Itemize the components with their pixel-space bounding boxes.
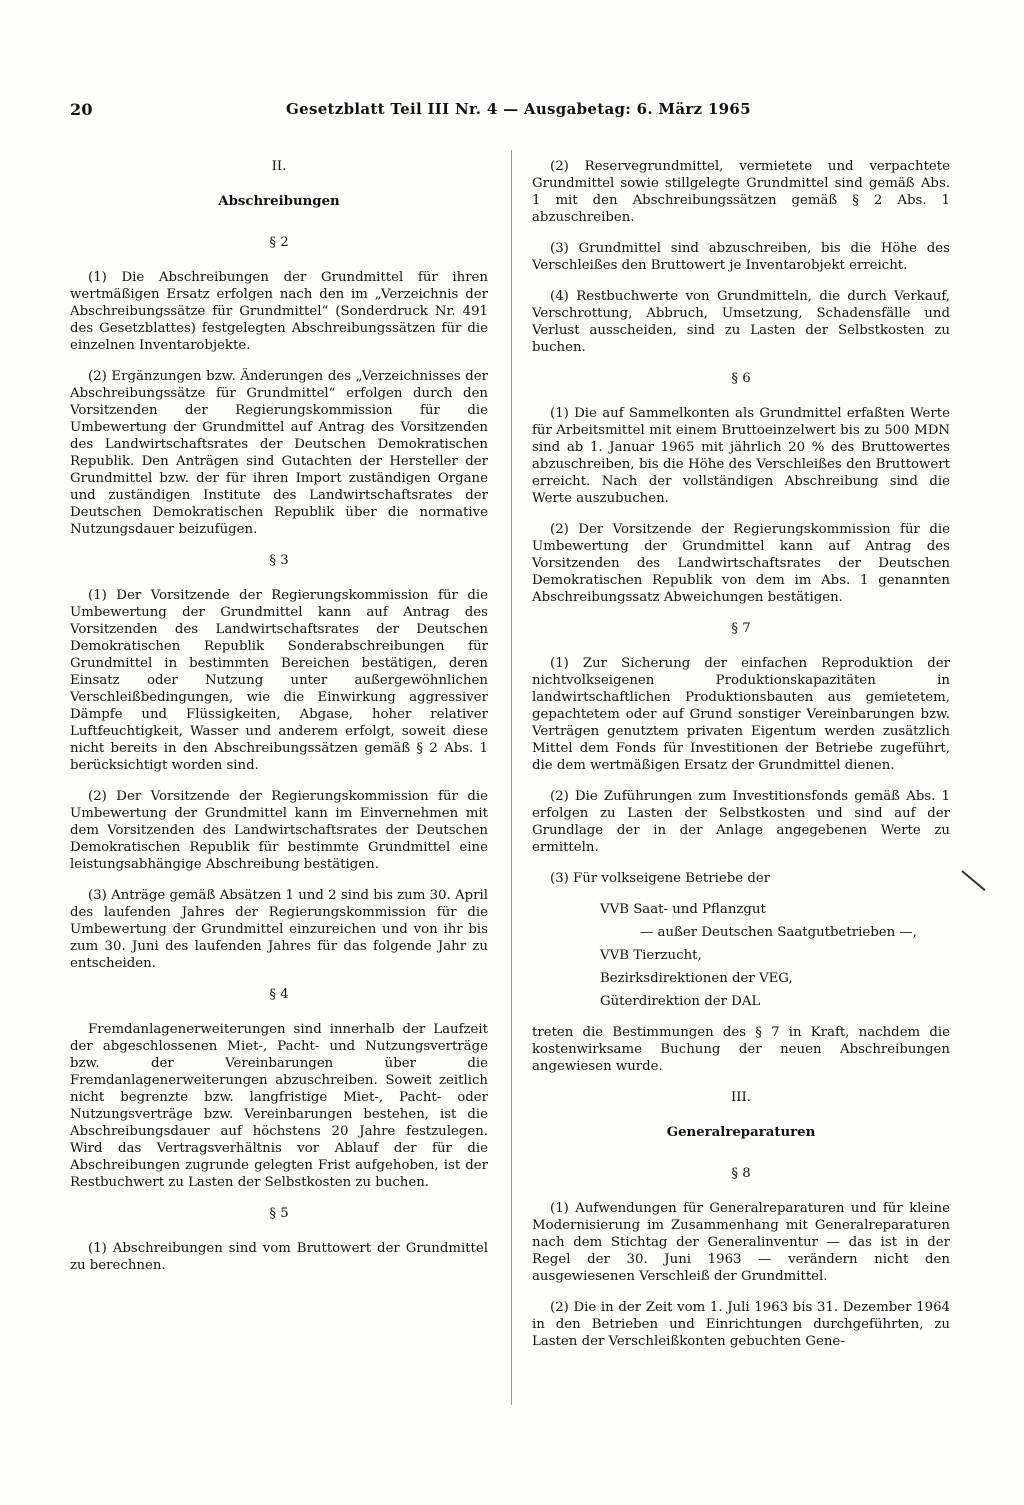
- section-title: Generalreparaturen: [666, 1125, 816, 1140]
- list-item: VVB Saat- und Pflanzgut: [600, 902, 766, 917]
- paragraph-sign-2: § 2: [269, 235, 289, 250]
- paragraph-text: (2) Ergänzungen bzw. Änderungen des „Verzeichnisses der Abschreibungssätze für Grundmittel“ erfolgen durch den Vorsitzenden der Regierungskommission für die Umbewertung der Grundmittel auf Antrag des Vorsitzenden des Landwirtschaftsrates der Deutschen Demokratischen Republik. Den Anträgen sind Gutachten der Hersteller der Grundmittel bzw. der für ihren Import zuständigen Organe und zuständigen Institute des Landwirtschaftsrates der Deutschen Demokratischen Republik über die normative Nutzungsdauer beizufügen.: [70, 369, 488, 537]
- right-column: [532, 158, 950, 1364]
- paragraph-sign-5: § 5: [269, 1206, 289, 1221]
- list-item: [532, 924, 950, 941]
- list-item: Bezirksdirektionen der VEG,: [600, 971, 793, 986]
- paragraph-text: (3) Für volkseigene Betriebe der: [550, 871, 771, 886]
- paragraph-text: (1) Die auf Sammelkonten als Grundmittel erfaßten Werte für Arbeitsmittel mit einem Bruttoeinzelwert bis zu 500 MDN sind ab 1. Januar 1965 mit jährlich 20 % des Bruttowertes abzuschreiben, bis die Höhe des Verschleißes den Bruttowert erreicht. Nach der vollständigen Abschreibung sind die Werte auszubuchen.: [532, 406, 950, 506]
- paragraph-text: (4) Restbuchwerte von Grundmitteln, die durch Verkauf, Verschrottung, Abbruch, Umsetzung, Schadensfälle und Verlust ausscheiden, sind zu Lasten der Selbstkosten zu buchen.: [532, 289, 950, 355]
- paragraph-text: (2) Der Vorsitzende der Regierungskommission für die Umbewertung der Grundmittel kann auf Antrag des Vorsitzenden des Landwirtschaftsrates der Deutschen Demokratischen Republik von dem im Abs. 1 genannten Abschreibungssatz Abweichungen bestätigen.: [532, 522, 950, 605]
- paragraph-sign-8: § 8: [731, 1166, 751, 1181]
- paragraph-sign-4: § 4: [269, 987, 289, 1002]
- enterprise-list: [532, 901, 950, 1010]
- paragraph-text: Fremdanlagenerweiterungen sind innerhalb der Laufzeit der abgeschlossenen Miet-, Pacht- und Nutzungsverträge bzw. der Vereinbarungen über die Fremdanlagenerweiterungen abzuschreiben. Soweit zeitlich nicht begrenzte bzw. langfristige Miet-, Pacht- oder Nutzungsverträge bzw. Vereinbarungen bestehen, ist die Abschreibungsdauer auf höchstens 20 Jahre festzulegen. Wird das Vertragsverhältnis vor Ablauf der für die Abschreibungen zugrunde gelegten Frist aufgehoben, ist der Restbuchwert zu Lasten der Selbstkosten zu buchen.: [70, 1022, 488, 1190]
- left-column: [70, 158, 488, 1288]
- column-divider: [511, 150, 512, 1405]
- paragraph-text: (3) Anträge gemäß Absätzen 1 und 2 sind bis zum 30. April des laufenden Jahres der Regierungskommission für die Umbewertung der Grundmittel einzureichen und von ihr bis zum 30. Juni des laufenden Jahres für das folgende Jahr zu entscheiden.: [70, 888, 488, 971]
- list-item: Güterdirektion der DAL: [600, 994, 761, 1009]
- paragraph-text: (3) Grundmittel sind abzuschreiben, bis die Höhe des Verschleißes den Bruttowert je Inventarobjekt erreicht.: [532, 241, 950, 273]
- paragraph-text: treten die Bestimmungen des § 7 in Kraft, nachdem die kostenwirksame Buchung der neuen Abschreibungen angewiesen wurde.: [532, 1025, 950, 1074]
- paragraph-sign-6: § 6: [731, 371, 751, 386]
- section-title: Abschreibungen: [218, 194, 340, 209]
- list-item-text: — außer Deutschen Saatgutbetrieben —,: [640, 925, 917, 940]
- margin-pencil-mark: [961, 870, 985, 891]
- page-number: 20: [70, 100, 93, 119]
- section-number: II.: [271, 159, 287, 174]
- page-header: [70, 100, 950, 124]
- paragraph-text: (2) Die in der Zeit vom 1. Juli 1963 bis 31. Dezember 1964 in den Betrieben und Einrichtungen durchgeführten, zu Lasten der Verschleißkonten gebuchten Gene-: [532, 1300, 950, 1349]
- paragraph-text: (1) Der Vorsitzende der Regierungskommission für die Umbewertung der Grundmittel kann auf Antrag des Vorsitzenden des Landwirtschaftsrates der Deutschen Demokratischen Republik Sonderabschreibungen für Grundmittel in bestimmten Bereichen bestätigen, deren Einsatz oder Nutzung unter außergewöhnlichen Verschleißbedingungen, wie die Einwirkung aggressiver Dämpfe und Flüssigkeiten, Abgase, hoher relativer Luftfeuchtigkeit, Wasser und anderem erfolgt, soweit diese nicht bereits in den Abschreibungssätzen gemäß § 2 Abs. 1 berücksichtigt worden sind.: [70, 588, 488, 773]
- paragraph-text: (2) Die Zuführungen zum Investitionsfonds gemäß Abs. 1 erfolgen zu Lasten der Selbstkosten und sind auf der Grundlage der in der Anlage angegebenen Werte zu ermitteln.: [532, 789, 950, 855]
- paragraph-text: (2) Der Vorsitzende der Regierungskommission für die Umbewertung der Grundmittel kann im Einvernehmen mit dem Vorsitzenden des Landwirtschaftsrates der Deutschen Demokratischen Republik für bestimmte Grundmittel eine leistungsabhängige Abschreibung bestätigen.: [70, 789, 488, 872]
- gazette-title: Gesetzblatt Teil III Nr. 4 — Ausgabetag: 6. März 1965: [286, 100, 751, 118]
- paragraph-text: (1) Aufwendungen für Generalreparaturen und für kleine Modernisierung im Zusammenhang mit Generalreparaturen nach dem Stichtag der Generalinventur — das ist in der Regel der 30. Juni 1963 — verändern nicht den ausgewiesenen Verschleiß der Grundmittel.: [532, 1201, 950, 1284]
- paragraph-text: (1) Die Abschreibungen der Grundmittel für ihren wertmäßigen Ersatz erfolgen nach den im „Verzeichnis der Abschreibungssätze für Grundmittel“ (Sonderdruck Nr. 491 des Gesetzblattes) festgelegten Abschreibungssätzen für die einzelnen Inventarobjekte.: [70, 270, 488, 353]
- paragraph-text: (1) Zur Sicherung der einfachen Reproduktion der nichtvolkseigenen Produktionskapazitäten in landwirtschaftlichen Produktionsbauten aus gemietetem, gepachtetem oder auf Grund sonstiger Vereinbarungen bzw. Verträgen genutztem privaten Eigentum werden zusätzlich Mittel dem Fonds für Investitionen der Betriebe zugeführt, die dem wertmäßigen Ersatz der Grundmittel dienen.: [532, 656, 950, 773]
- paragraph-sign-3: § 3: [269, 553, 289, 568]
- paragraph-sign-7: § 7: [731, 621, 751, 636]
- section-number: III.: [731, 1090, 751, 1105]
- list-item: VVB Tierzucht,: [600, 948, 702, 963]
- paragraph-text: (1) Abschreibungen sind vom Bruttowert der Grundmittel zu berechnen.: [70, 1241, 488, 1273]
- paragraph-text: (2) Reservegrundmittel, vermietete und verpachtete Grundmittel sowie stillgelegte Grundmittel sind gemäß Abs. 1 mit den Abschreibungssätzen gemäß § 2 Abs. 1 abzuschreiben.: [532, 159, 950, 225]
